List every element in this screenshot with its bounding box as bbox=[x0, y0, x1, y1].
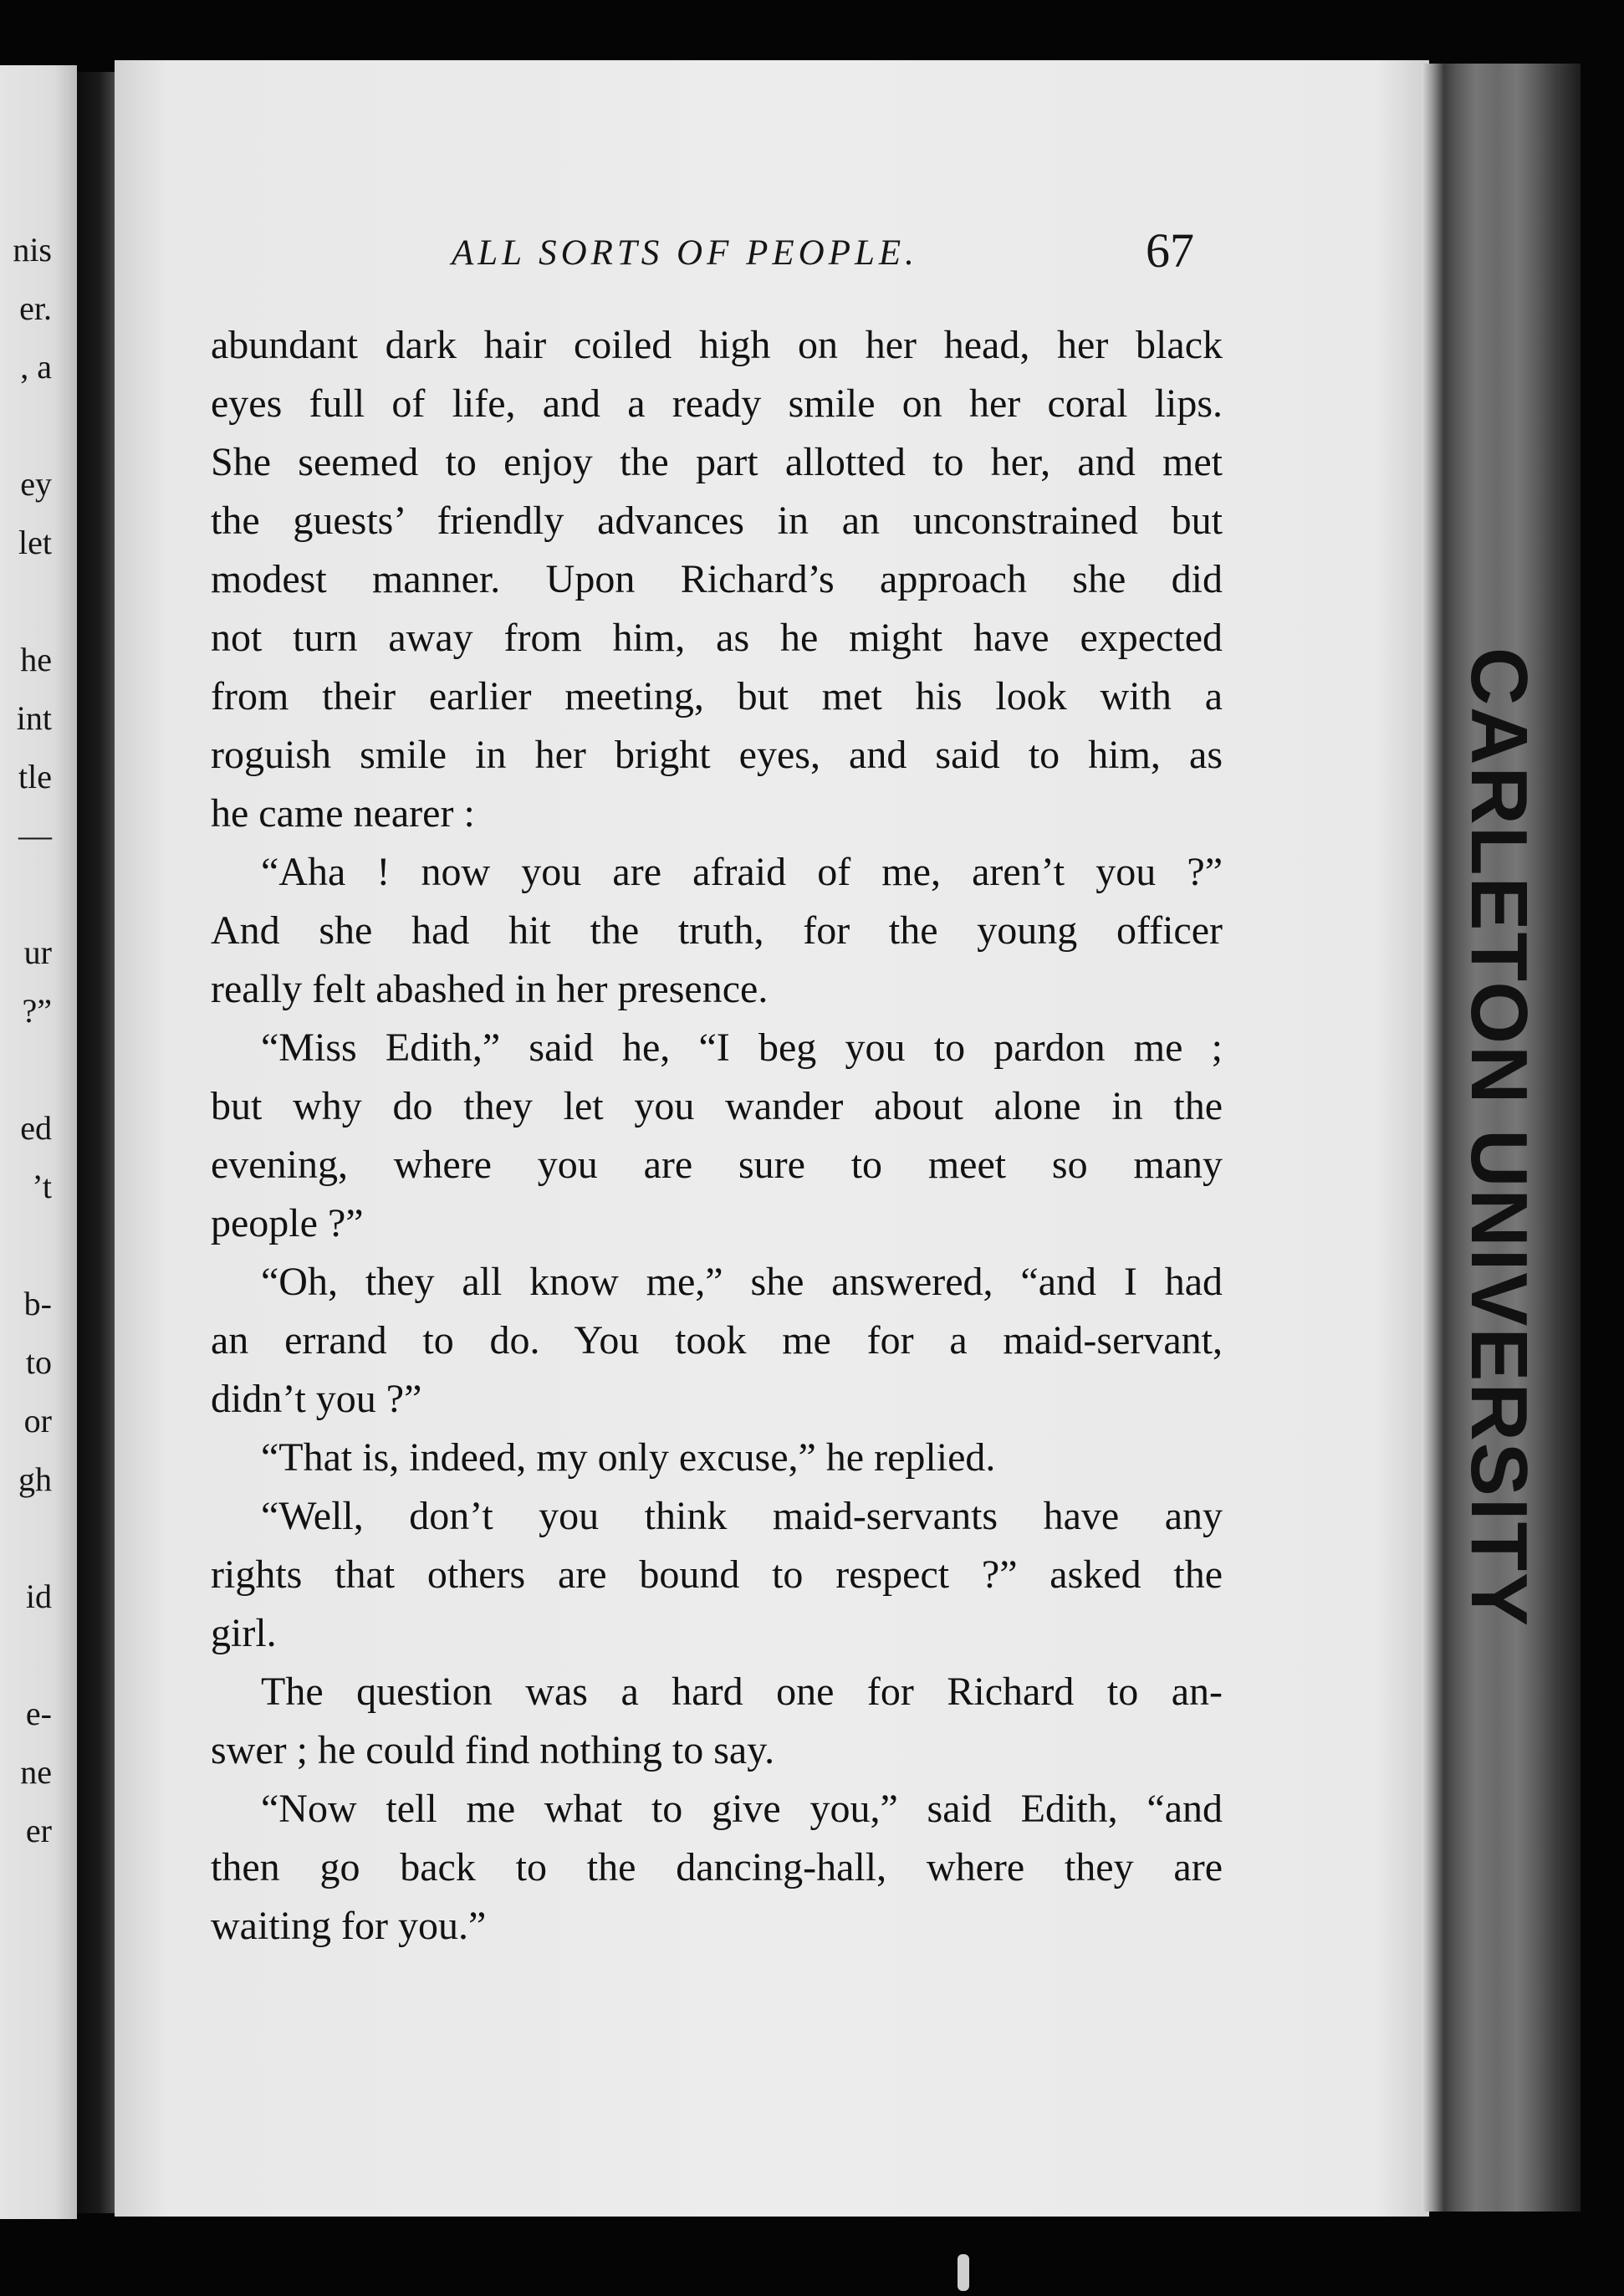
previous-page-line-fragment: to bbox=[25, 1343, 52, 1381]
previous-page-line-fragment: e- bbox=[25, 1695, 52, 1732]
text-line: “Miss Edith,” said he, “I beg you to pardon me ; bbox=[261, 1025, 1223, 1070]
previous-page-line-fragment: ?” bbox=[22, 992, 52, 1030]
text-line: abundant dark hair coiled high on her head, her black bbox=[211, 323, 1223, 367]
text-line: he came nearer : bbox=[211, 791, 475, 836]
previous-page-line-fragment: let bbox=[18, 524, 52, 561]
previous-page-line-fragment: ne bbox=[20, 1753, 52, 1791]
text-line: “That is, indeed, my only excuse,” he replied. bbox=[261, 1435, 996, 1480]
previous-page-line-fragment: — bbox=[18, 816, 52, 854]
text-line: an errand to do. You took me for a maid-servant, bbox=[211, 1318, 1223, 1363]
running-header: ALL SORTS OF PEOPLE. bbox=[452, 233, 918, 273]
previous-page-line-fragment: ey bbox=[20, 465, 52, 503]
spine-label-text: CARLETON UNIVERSITY bbox=[1454, 647, 1545, 1629]
text-line: She seemed to enjoy the part allotted to her, and met bbox=[211, 440, 1223, 484]
previous-page-line-fragment: he bbox=[20, 641, 52, 678]
page-body-text bbox=[211, 316, 1223, 1956]
previous-page-line-fragment: id bbox=[25, 1578, 52, 1615]
text-line: but why do they let you wander about alone in the bbox=[211, 1084, 1223, 1128]
text-line: evening, where you are sure to meet so many bbox=[211, 1143, 1223, 1187]
text-line: from their earlier meeting, but met his look with a bbox=[211, 674, 1223, 718]
text-line: “Now tell me what to give you,” said Edith, “and bbox=[261, 1787, 1223, 1831]
text-line: not turn away from him, as he might have expected bbox=[211, 616, 1223, 660]
previous-page-line-fragment: er bbox=[25, 1812, 52, 1849]
previous-page-edge bbox=[0, 65, 77, 2219]
text-line: then go back to the dancing-hall, where they are bbox=[211, 1845, 1223, 1889]
text-line: waiting for you.” bbox=[211, 1904, 487, 1948]
text-line: “Well, don’t you think maid-servants have any bbox=[261, 1494, 1223, 1538]
text-line: The question was a hard one for Richard to an- bbox=[261, 1670, 1223, 1714]
text-line: “Aha ! now you are afraid of me, aren’t you ?” bbox=[261, 850, 1223, 894]
previous-page-line-fragment: nis bbox=[13, 231, 52, 268]
text-line: didn’t you ?” bbox=[211, 1377, 422, 1421]
text-line: “Oh, they all know me,” she answered, “and I had bbox=[261, 1260, 1223, 1304]
previous-page-line-fragment: , a bbox=[20, 348, 52, 386]
previous-page-line-fragment: ur bbox=[23, 933, 52, 971]
text-line: And she had hit the truth, for the young officer bbox=[211, 908, 1223, 953]
scan-artifact-mark bbox=[958, 2254, 969, 2291]
text-line: eyes full of life, and a ready smile on her coral lips. bbox=[211, 381, 1223, 426]
previous-page-line-fragment: er. bbox=[19, 289, 52, 327]
previous-page-line-fragment: ’t bbox=[32, 1168, 52, 1205]
previous-page-line-fragment: ed bbox=[20, 1109, 52, 1147]
previous-page-line-fragment: or bbox=[23, 1402, 52, 1439]
text-line: really felt abashed in her presence. bbox=[211, 967, 769, 1011]
text-line: girl. bbox=[211, 1611, 277, 1655]
text-line: roguish smile in her bright eyes, and said to him, as bbox=[211, 733, 1223, 777]
previous-page-line-fragment: int bbox=[16, 699, 52, 737]
previous-page-line-fragment: b- bbox=[23, 1285, 52, 1322]
text-line: people ?” bbox=[211, 1201, 364, 1245]
text-line: the guests’ friendly advances in an unconstrained but bbox=[211, 499, 1223, 543]
text-line: rights that others are bound to respect ?” asked the bbox=[211, 1552, 1223, 1597]
spine-label bbox=[1454, 647, 1545, 1629]
book-gutter bbox=[77, 72, 115, 2213]
previous-page-line-fragment: tle bbox=[18, 758, 52, 795]
page-number: 67 bbox=[1146, 223, 1194, 278]
text-line: swer ; he could find nothing to say. bbox=[211, 1728, 775, 1772]
text-line: modest manner. Upon Richard’s approach she did bbox=[211, 557, 1223, 601]
previous-page-line-fragment: gh bbox=[18, 1460, 52, 1498]
